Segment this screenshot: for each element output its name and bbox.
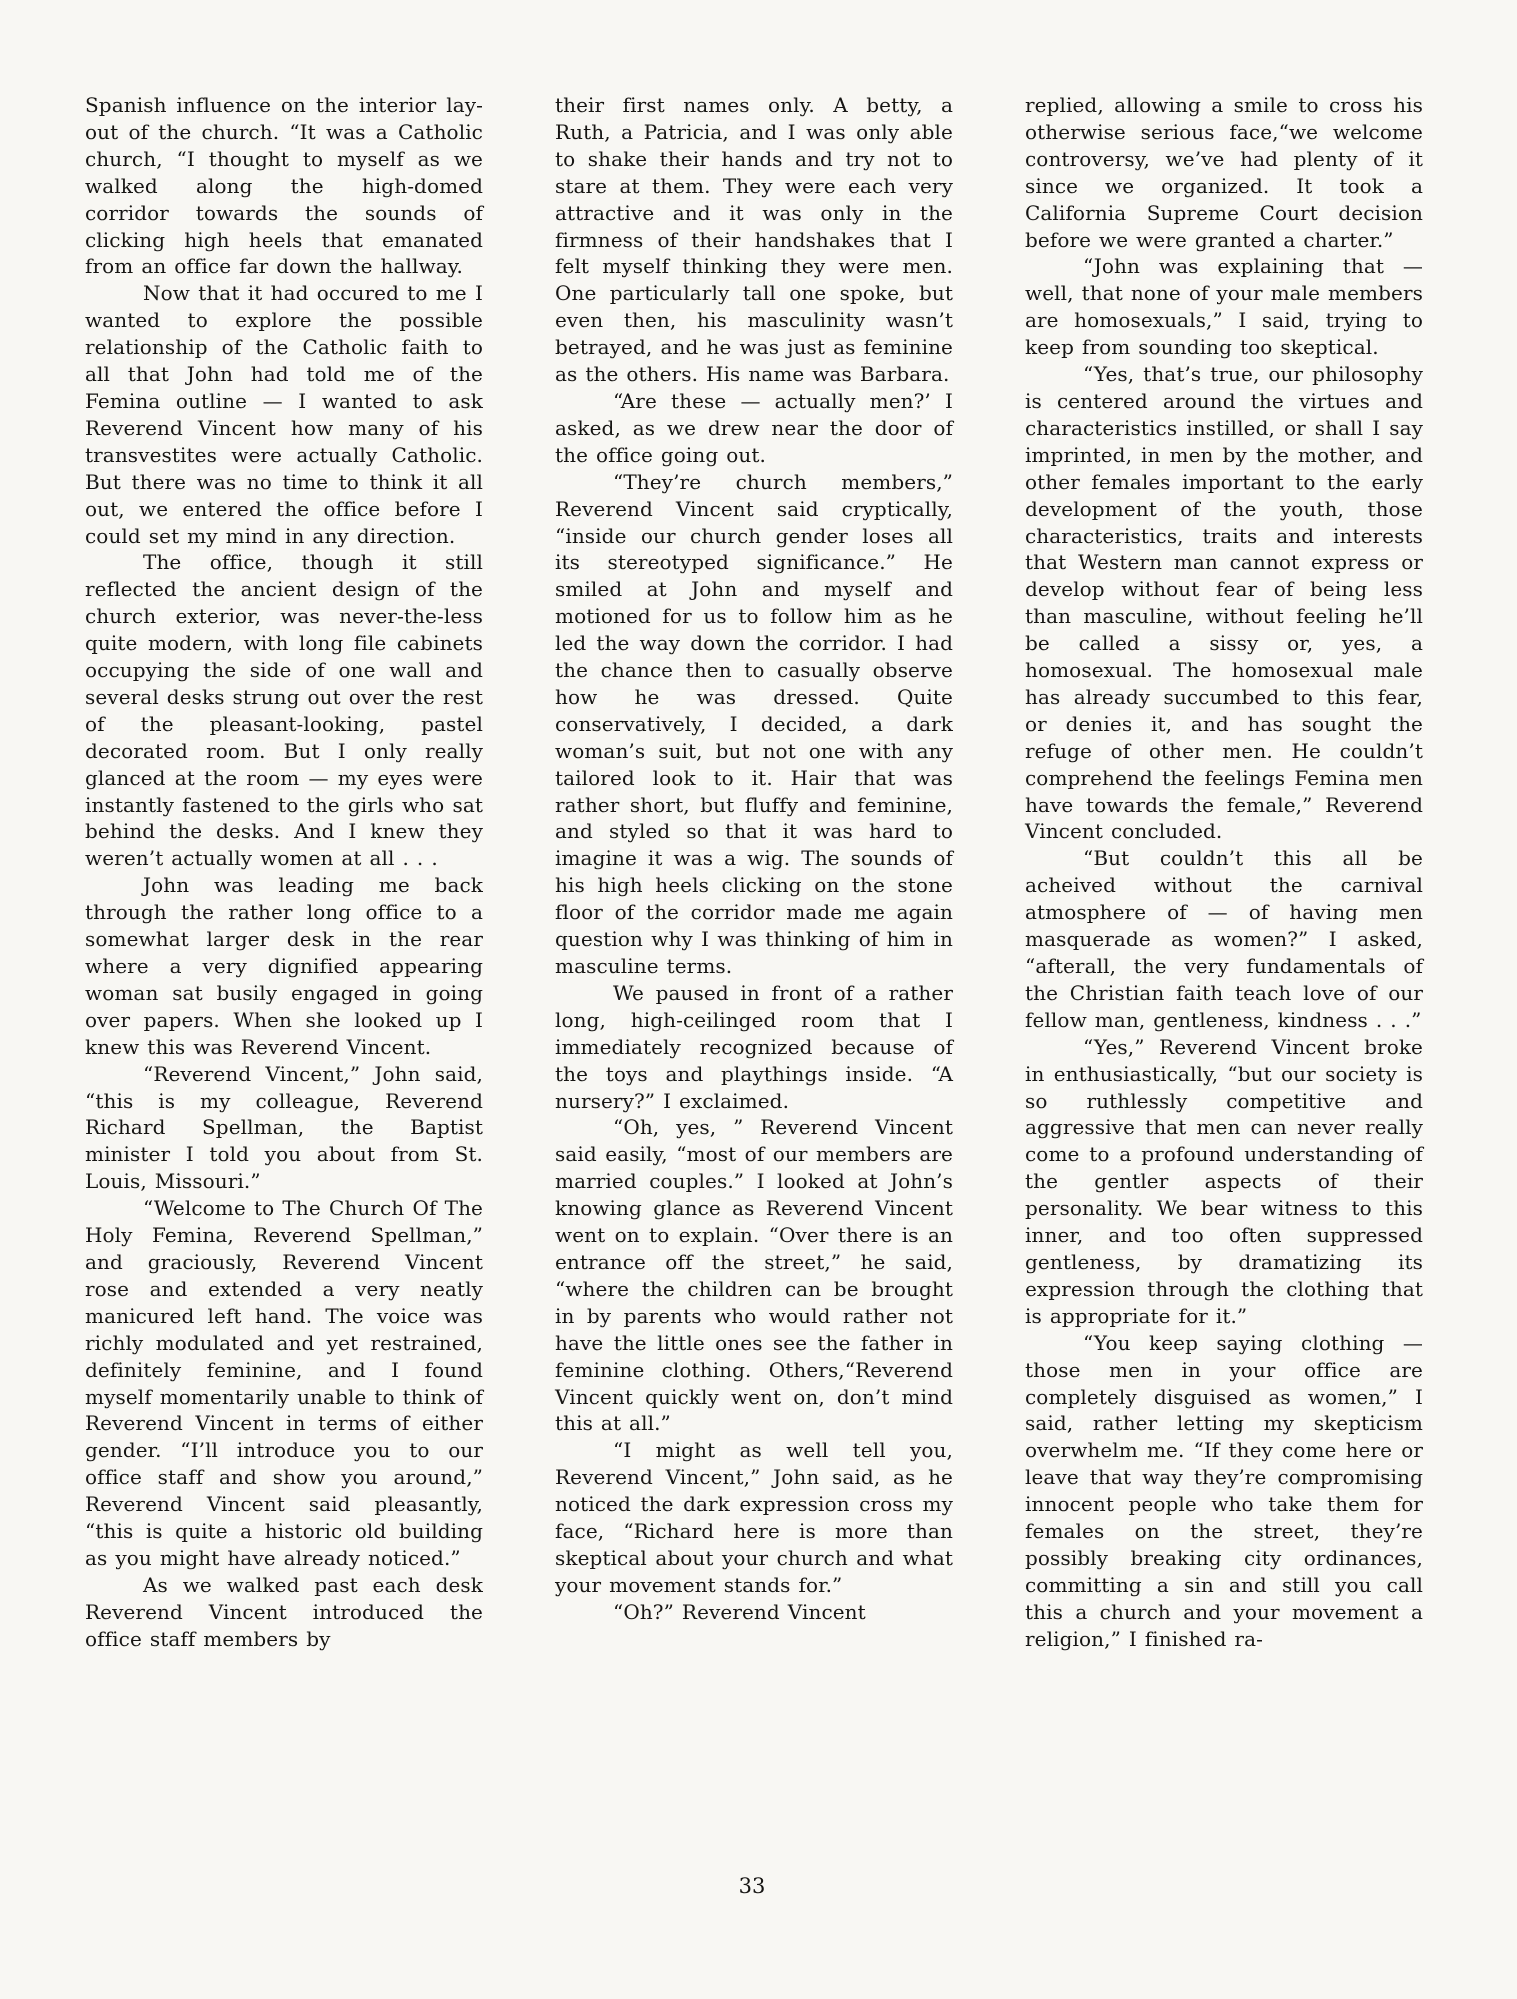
paragraph: Spanish influence on the interior lay-out of the church. “It was a Catholic church, “I thought to myself as we walked along the high-domed corridor towards the sounds of clicking high heels that emanated from an office far down the hallway. bbox=[85, 93, 483, 279]
paragraph: “Oh?” Reverend Vincent bbox=[613, 1599, 866, 1624]
paragraph: “John was explaining that — well, that none of your male members are homosexuals,” I said, trying to keep from sounding too skeptical. bbox=[1025, 254, 1423, 360]
paragraph: Now that it had occured to me I wanted to explore the possible relationship of the Catholic faith to all that John had told me of the Femina outline — I wanted to ask Reverend Vincent how many of his transvestites were actually Catholic. But there was no time to think it all out, we entered the office before I could set my mind in any direction. bbox=[85, 281, 483, 548]
paragraph: “You keep saying clothing — those men in your office are completely disguised as women,” I said, rather letting my skepticism overwhelm me. “If they come here or leave that way they’re compromising innocent people who take them for females on the street, they’re possibly breaking city ordinances, committing a sin and still you call this a church and your movement a religion,” I finished ra- bbox=[1025, 1330, 1423, 1651]
paragraph: “They’re church members,” Reverend Vincent said cryptically, “inside our church gender loses all its stereotyped significance.” He smiled at John and myself and motioned for us to follow him as he led the way down the corridor. I had the chance then to casually observe how he was dressed. Quite conservatively, I decided, a dark woman’s suit, but not one with any tailored look to it. Hair that was rather short, but fluffy and feminine, and styled so that it was hard to imagine it was a wig. The sounds of his high heels clicking on the stone floor of the corridor made me again question why I was thinking of him in masculine terms. bbox=[555, 469, 953, 978]
paragraph: their first names only. A betty, a Ruth, a Patricia, and I was only able to shake their hands and try not to stare at them. They were each very attractive and it was only in the firmness of their handshakes that I felt myself thinking they were men. One particularly tall one spoke, but even then, his masculinity wasn’t betrayed, and he was just as feminine as the others. His name was Barbara. bbox=[555, 93, 953, 387]
paragraph: replied, allowing a smile to cross his otherwise serious face,“we welcome controversy, we’ve had plenty of it since we organized. It took a California Supreme Court decision before we were granted a charter.” bbox=[1025, 93, 1423, 252]
text-column-left bbox=[85, 92, 483, 1653]
paragraph: We paused in front of a rather long, high-ceilinged room that I immediately recognized because of the toys and playthings inside. “A nursery?” I exclaimed. bbox=[555, 980, 953, 1113]
page-number: 33 bbox=[738, 1874, 766, 1898]
paragraph: “Welcome to The Church Of The Holy Femina, Reverend Spellman,” and graciously, Reverend Vincent rose and extended a very neatly manicured left hand. The voice was richly modulated and yet restrained, definitely feminine, and I found myself momentarily unable to think of Reverend Vincent in terms of either gender. “I’ll introduce you to our office staff and show you around,” Reverend Vincent said pleasantly, “this is quite a historic old building as you might have already noticed.” bbox=[85, 1196, 484, 1570]
text-column-middle bbox=[555, 92, 953, 1653]
paragraph: “Are these — actually men?’ I asked, as we drew near the door of the office going out. bbox=[555, 388, 953, 467]
paragraph: “Reverend Vincent,” John said, “this is my colleague, Reverend Richard Spellman, the Baptist minister I told you about from St. Louis, Missouri.” bbox=[85, 1061, 483, 1194]
paragraph: “Yes, that’s true, our philosophy is centered around the virtues and characteristics instilled, or shall I say imprinted, in men by the mother, and other females important to the early development of the youth, those characteristics, traits and interests that Western man cannot express or develop without fear of being less than masculine, without feeling he’ll be called a sissy or, yes, a homosexual. The homosexual male has already succumbed to this fear, or denies it, and has sought the refuge of other men. He couldn’t comprehend the feelings Femina men have towards the female,” Reverend Vincent concluded. bbox=[1025, 362, 1423, 844]
paragraph: “But couldn’t this all be acheived without the carnival atmosphere of — of having men masquerade as women?” I asked, “afterall, the very fundamentals of the Christian faith teach love of our fellow man, gentleness, kindness . . .” bbox=[1025, 846, 1423, 1032]
paragraph: John was leading me back through the rather long office to a somewhat larger desk in the rear where a very dignified appearing woman sat busily engaged in going over papers. When she looked up I knew this was Reverend Vincent. bbox=[85, 873, 483, 1059]
paragraph: The office, though it still reflected the ancient design of the church exterior, was never-the-less quite modern, with long file cabinets occupying the side of one wall and several desks strung out over the rest of the pleasant-looking, pastel decorated room. But I only really glanced at the room — my eyes were instantly fastened to the girls who sat behind the desks. And I knew they weren’t actually women at all . . . bbox=[85, 550, 483, 871]
paragraph: As we walked past each desk Reverend Vincent introduced the office staff members by bbox=[85, 1572, 483, 1651]
paragraph: “Yes,” Reverend Vincent broke in enthusiastically, “but our society is so ruthlessly competitive and aggressive that men can never really come to a profound understanding of the gentler aspects of their personality. We bear witness to this inner, and too often suppressed gentleness, by dramatizing its expression through the clothing that is appropriate for it.” bbox=[1025, 1034, 1423, 1328]
paragraph: “Oh, yes, ” Reverend Vincent said easily, “most of our members are married couples.” I looked at John’s knowing glance as Reverend Vincent went on to explain. “Over there is an entrance off the street,” he said, “where the children can be brought in by parents who would rather not have the little ones see the father in feminine clothing. Others,“Reverend Vincent quickly went on, don’t mind this at all.” bbox=[555, 1115, 953, 1436]
text-column-right bbox=[1025, 92, 1423, 1653]
paragraph: “I might as well tell you, Reverend Vincent,” John said, as he noticed the dark expression cross my face, “Richard here is more than skeptical about your church and what your movement stands for.” bbox=[555, 1438, 953, 1597]
